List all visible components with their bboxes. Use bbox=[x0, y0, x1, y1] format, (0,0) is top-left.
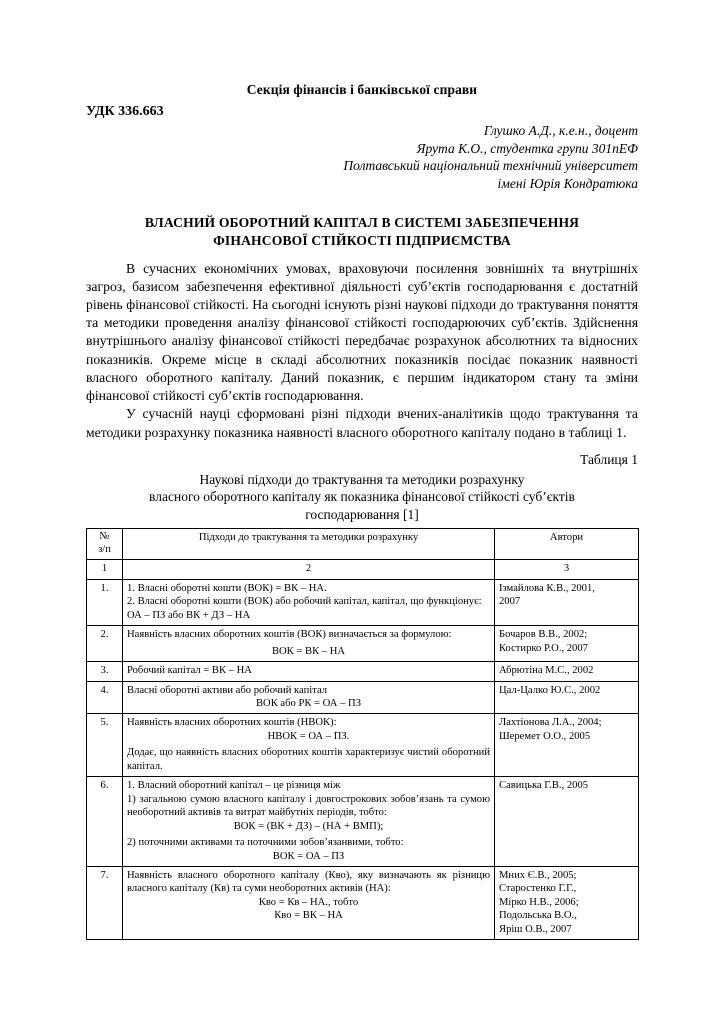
body-paragraph-2: У сучасній науці сформовані різні підходи вчених-аналітиків щодо трактування та методики розрахунку показника наявності власного оборотного капіталу подано в таблиці 1. bbox=[86, 406, 638, 440]
author-line-2: Ярута К.О., студентка групи 301пЕФ bbox=[416, 140, 638, 156]
approach-line: Наявність власних оборотних коштів (ВОК) визначається за формулою: bbox=[127, 629, 452, 641]
approach-formula: Кво = Кв – НА., тобто bbox=[258, 896, 359, 908]
table-header-row bbox=[87, 529, 639, 560]
row-number: 6. bbox=[87, 777, 123, 867]
row-approach bbox=[123, 681, 495, 714]
row-number: 4. bbox=[87, 681, 123, 714]
row-approach bbox=[123, 579, 495, 625]
authors-affiliation-block bbox=[86, 122, 638, 192]
page-title-line-2: ФІНАНСОВОЇ СТІЙКОСТІ ПІДПРИЄМСТВА bbox=[213, 232, 511, 248]
author-entry: Шеремет О.О., 2005 bbox=[499, 730, 591, 742]
table-number-label: Таблиця 1 bbox=[580, 451, 638, 467]
row-authors bbox=[495, 866, 639, 939]
approach-line: Робочий капітал = ВК – НА bbox=[127, 665, 252, 677]
body-paragraph-1: В сучасних економічних умовах, враховуючи посилення зовнішніх та внутрішніх загроз, базисом забезпечення ефективної діяльності суб’єктів господарювання є достатній рівень фінансової стійкості. На сьогодні існують різні наукові підходи до трактування поняття та методики проведення аналізу фінансової стійкості господарюючих суб’єктів. Здійснення внутрішнього аналізу фінансової стійкості передбачає розрахунок абсолютних та відносних показників. Окреме місце в складі абсолютних показників посідає показник наявності власного оборотного капіталу. Даний показник, є першим індикатором стану та зміни фінансової стійкості суб’єктів господарювання. bbox=[86, 260, 638, 404]
author-entry: Старостенко Г.Г., bbox=[499, 883, 577, 895]
row-approach bbox=[123, 714, 495, 777]
row-number: 3. bbox=[87, 662, 123, 681]
author-entry: Бочаров В.В., 2002; bbox=[499, 629, 588, 641]
approach-line: Додає, що наявність власних оборотних коштів характеризує чистий оборотний капітал. bbox=[127, 747, 490, 772]
column-header-number-line-1: № bbox=[99, 531, 110, 543]
approach-line: Власні оборотні активи або робочий капітал bbox=[127, 684, 328, 696]
row-approach bbox=[123, 662, 495, 681]
column-header-number-line-2: з/п bbox=[98, 543, 111, 555]
index-cell-2: 2 bbox=[123, 560, 495, 579]
row-number: 5. bbox=[87, 714, 123, 777]
approach-line: Наявність власних оборотних коштів (НВОК): bbox=[127, 717, 337, 729]
approach-formula: ВОК = ОА – ПЗ bbox=[272, 850, 345, 862]
row-approach bbox=[123, 866, 495, 939]
author-entry: 2007 bbox=[499, 596, 521, 608]
author-line-1: Глушко А.Д., к.е.н., доцент bbox=[483, 123, 638, 138]
row-number: 1. bbox=[87, 579, 123, 625]
table-row bbox=[87, 866, 639, 939]
author-entry: Подольська В.О., bbox=[499, 910, 577, 922]
table-row bbox=[87, 714, 639, 777]
approach-line: 2. Власні оборотні кошти (ВОК) або робочий капітал, капітал, що функціонує: bbox=[127, 596, 482, 608]
approach-line: 1. Власні оборотні кошти (ВОК) = ВК – НА. bbox=[127, 582, 327, 594]
row-number: 7. bbox=[87, 866, 123, 939]
author-entry: Мних Є.В., 2005; bbox=[499, 869, 577, 881]
row-approach bbox=[123, 777, 495, 867]
table-row bbox=[87, 626, 639, 662]
table-caption bbox=[86, 471, 638, 524]
table-caption-line-2: власного оборотного капіталу як показника фінансової стійкості суб’єктів bbox=[149, 489, 575, 505]
column-header-authors: Автори bbox=[495, 529, 639, 560]
author-entry: Мірко Н.В., 2006; bbox=[499, 896, 579, 908]
approach-line: 2) поточними активами та поточними зобов’язанвими, тобто: bbox=[127, 837, 404, 849]
author-entry: Костирко Р.О., 2007 bbox=[499, 642, 588, 654]
row-authors bbox=[495, 777, 639, 867]
column-header-number bbox=[87, 529, 123, 560]
table-caption-line-3: господарювання [1] bbox=[305, 506, 419, 522]
approach-line: Наявність власного оборотного капіталу (Кво), яку визначають як різницю власного капіталу (Кв) та суми необоротних активів (НА): bbox=[127, 869, 490, 895]
index-cell-3: 3 bbox=[495, 560, 639, 579]
column-header-approaches: Підходи до трактування та методики розрахунку bbox=[123, 529, 495, 560]
affiliation-line-1: Полтавський національний технічний університет bbox=[343, 158, 638, 174]
author-entry: Абрютіна М.С., 2002 bbox=[499, 665, 594, 677]
row-approach bbox=[123, 626, 495, 662]
row-authors bbox=[495, 626, 639, 662]
table-row bbox=[87, 579, 639, 625]
affiliation-line-2: імені Юрія Кондратюка bbox=[497, 175, 638, 191]
row-authors bbox=[495, 662, 639, 681]
table-index-row bbox=[87, 560, 639, 579]
approach-line: 1. Власний оборотний капітал – це різниця між bbox=[127, 780, 341, 792]
index-cell-1: 1 bbox=[87, 560, 123, 579]
udk-code: УДК 336.663 bbox=[86, 104, 164, 119]
section-heading: Секція фінансів і банківської справи bbox=[246, 82, 478, 97]
table-row bbox=[87, 662, 639, 681]
author-entry: Савицька Г.В., 2005 bbox=[499, 780, 589, 792]
approach-formula: НВОК = ОА – ПЗ. bbox=[267, 730, 350, 742]
author-entry: Лахтіонова Л.А., 2004; bbox=[499, 717, 602, 729]
approach-formula: Кво = ВК – НА bbox=[274, 910, 343, 922]
table-row bbox=[87, 777, 639, 867]
row-number: 2. bbox=[87, 626, 123, 662]
page-title bbox=[86, 214, 638, 249]
author-entry: Ізмайлова К.В., 2001, bbox=[499, 582, 595, 594]
page-title-line-1: ВЛАСНИЙ ОБОРОТНИЙ КАПІТАЛ В СИСТЕМІ ЗАБЕЗПЕЧЕННЯ bbox=[144, 215, 580, 231]
approach-line: 1) загальною сумою власного капіталу і довгострокових зобов’язань та сумою необоротний активів та витрат майбутніх періодів, тобто: bbox=[127, 793, 490, 819]
approach-formula: ВОК = ВК – НА bbox=[271, 645, 346, 657]
approach-formula: ВОК = (ВК + ДЗ) – (НА + ВМП); bbox=[233, 820, 384, 832]
table-row bbox=[87, 681, 639, 714]
approach-line: ОА – ПЗ або ВК + ДЗ – НА bbox=[127, 609, 251, 621]
row-authors bbox=[495, 714, 639, 777]
approaches-table bbox=[86, 528, 639, 940]
approach-formula: ВОК або РК = ОА – ПЗ bbox=[255, 697, 362, 709]
author-entry: Яріш О.В., 2007 bbox=[499, 923, 572, 935]
row-authors bbox=[495, 579, 639, 625]
author-entry: Цал-Цалко Ю.С., 2002 bbox=[499, 684, 601, 696]
row-authors bbox=[495, 681, 639, 714]
table-caption-line-1: Наукові підходи до трактування та методики розрахунку bbox=[199, 471, 525, 487]
